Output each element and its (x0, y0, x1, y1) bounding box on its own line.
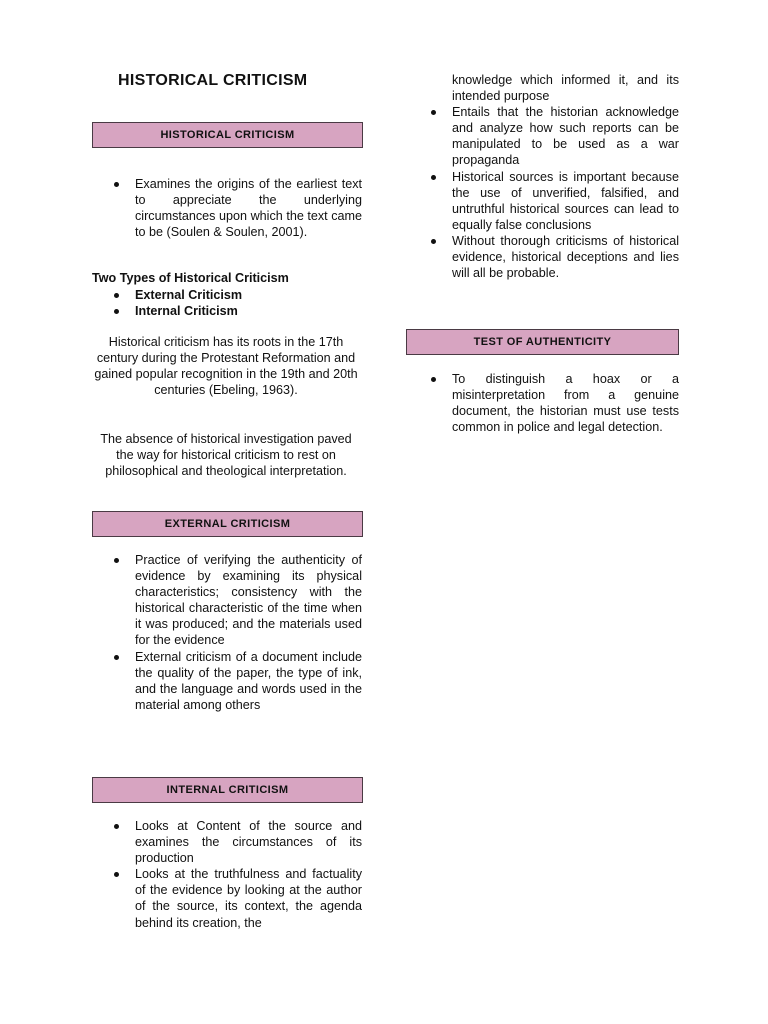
internal-criticism-list-continued (429, 72, 679, 281)
external-criticism-list (112, 552, 362, 713)
list-item: To distinguish a hoax or a misinterpretation from a genuine document, the historian must use tests common in police and legal detection. (429, 371, 679, 435)
list-item: Entails that the historian acknowledge and analyze how such reports can be manipulated to be used as a war propaganda (429, 104, 679, 168)
internal-criticism-list (112, 818, 362, 931)
document-title: HISTORICAL CRITICISM (118, 72, 308, 89)
list-item: Looks at Content of the source and examines the circumstances of its production (112, 818, 362, 866)
paragraph-absence: The absence of historical investigation paved the way for historical criticism to rest on philosophical and theological interpretation. (100, 432, 352, 479)
historical-criticism-list (112, 176, 362, 240)
list-item: Without thorough criticisms of historical evidence, historical deceptions and lies will all be probable. (429, 233, 679, 281)
paragraph-roots: Historical criticism has its roots in the 17th century during the Protestant Reformation and gained popular recognition in the 19th and 20th centuries (Ebeling, 1963). (94, 335, 358, 398)
section-banner-external-criticism: EXTERNAL CRITICISM (92, 511, 363, 537)
test-of-authenticity-list (429, 371, 679, 435)
types-list (112, 287, 242, 319)
list-item-internal-criticism: Internal Criticism (112, 303, 242, 319)
list-item-external-criticism: External Criticism (112, 287, 242, 303)
section-banner-test-of-authenticity: TEST OF AUTHENTICITY (406, 329, 679, 355)
types-heading: Two Types of Historical Criticism (92, 271, 289, 285)
list-item: External criticism of a document include the quality of the paper, the type of ink, and the language and words used in the material among others (112, 649, 362, 713)
list-item: Examines the origins of the earliest text to appreciate the underlying circumstances upon which the text came to be (Soulen & Soulen, 2001). (112, 176, 362, 240)
list-item: Practice of verifying the authenticity of evidence by examining its physical characteristics; consistency with the historical characteristic of the time when it was produced; and the materials used for the evidence (112, 552, 362, 649)
list-item: Looks at the truthfulness and factuality of the evidence by looking at the author of the source, its context, the agenda behind its creation, the (112, 866, 362, 930)
continued-text: knowledge which informed it, and its intended purpose (452, 73, 679, 104)
list-item: Historical sources is important because the use of unverified, falsified, and untruthful historical sources can lead to equally false conclusions (429, 169, 679, 233)
section-banner-internal-criticism: INTERNAL CRITICISM (92, 777, 363, 803)
section-banner-historical-criticism: HISTORICAL CRITICISM (92, 122, 363, 148)
